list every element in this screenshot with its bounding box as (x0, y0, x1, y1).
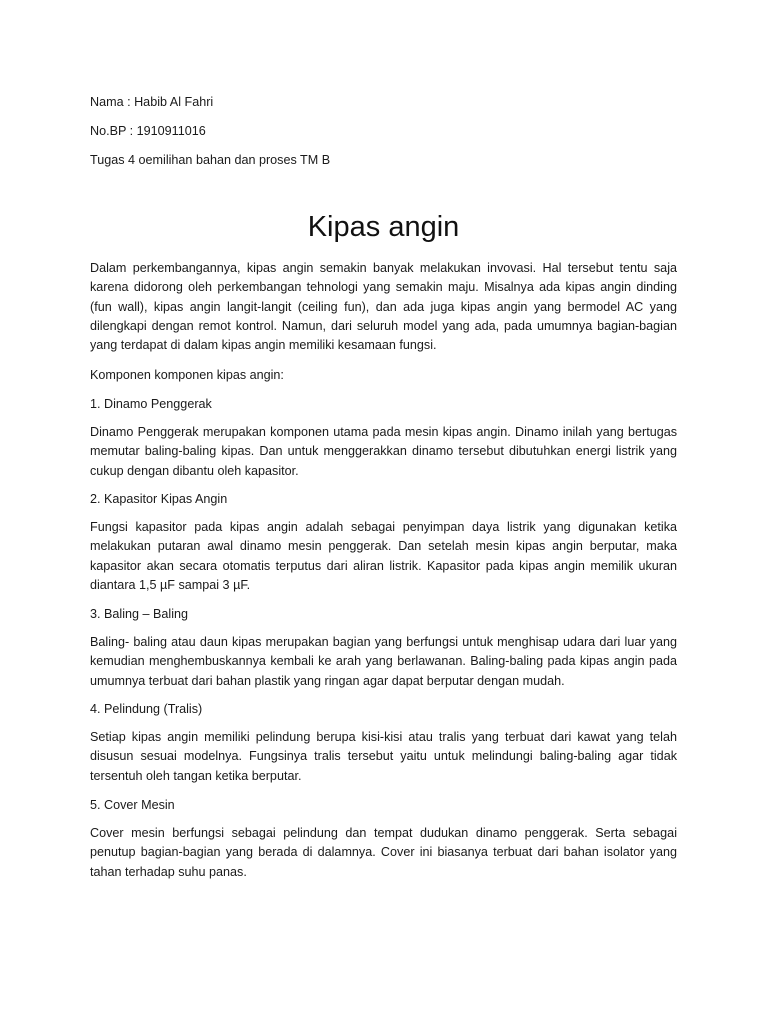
section-heading-cover: 5. Cover Mesin (90, 798, 175, 812)
paragraph-line: Setiap kipas angin memiliki pelindung berupa kisi-kisi atau tralis yang terbuat dari kawat yang telah (90, 730, 677, 744)
paragraph-line: yang terdapat di dalam kipas angin memiliki kesamaan fungsi. (90, 338, 437, 353)
paragraph-line: Baling- baling atau daun kipas merupakan bagian yang berfungsi untuk menghisap udara dari luar yang (90, 635, 677, 649)
student-name: Nama : Habib Al Fahri (90, 95, 214, 109)
paragraph-line: kemudian menghembuskannya kembali ke arah yang berlawanan. Baling-baling pada kipas angin pada (90, 654, 677, 669)
student-id: No.BP : 1910911016 (90, 124, 206, 138)
paragraph-line: penutup bagian-bagian yang berada di dalamnya. Cover ini biasanya terbuat dari bahan isolator yang (90, 845, 677, 860)
paragraph-line: Dalam perkembangannya, kipas angin semakin banyak melakukan invovasi. Hal tersebut tentu saja (90, 261, 677, 275)
paragraph-line: Cover mesin berfungsi sebagai pelindung dan tempat dudukan dinamo penggerak. Serta sebagai (90, 826, 677, 840)
paragraph-line: umumnya terbuat dari bahan plastik yang ringan agar dapat berputar dengan mudah. (90, 673, 565, 688)
paragraph-line: (fun wall), kipas angin langit-langit (ceiling fun), dan ada juga kipas angin yang bermodel AC yang (90, 299, 677, 314)
paragraph-line: diantara 1,5 µF sampai 3 µF. (90, 577, 251, 592)
section-paragraph-baling (90, 633, 677, 691)
paragraph-line: memutar baling-baling kipas. Dan untuk menggerakkan dinamo tersebut dibutuhkan energi listrik yang (90, 444, 677, 459)
paragraph-line: melakukan putaran awal dinamo mesin penggerak. Dan setelah mesin kipas angin berputar, maka (90, 539, 677, 554)
paragraph-line: disusun sesuai modelnya. Fungsinya tralis tersebut yaitu untuk melindungi baling-baling agar tidak (90, 749, 677, 764)
task-title: Tugas 4 oemilihan bahan dan proses TM B (90, 153, 331, 167)
paragraph-line: Dinamo Penggerak merupakan komponen utama pada mesin kipas angin. Dinamo inilah yang bertugas (90, 425, 677, 439)
paragraph-line: tahan terhadap suhu panas. (90, 864, 247, 879)
document-title: Kipas angin (307, 211, 460, 243)
section-heading-dinamo: 1. Dinamo Penggerak (90, 397, 212, 411)
section-heading-baling: 3. Baling – Baling (90, 607, 189, 621)
components-heading: Komponen komponen kipas angin: (90, 368, 284, 382)
section-paragraph-cover (90, 824, 677, 882)
paragraph-line: Fungsi kapasitor pada kipas angin adalah sebagai penyimpan daya listrik yang digunakan ketika (90, 520, 677, 534)
paragraph-line: kapasitor akan secara otomatis terputus dari aliran listrik. Kapasitor pada kipas angin memilik ukuran (90, 558, 677, 573)
paragraph-line: dilengkapi dengan remot kontrol. Namun, dari seluruh model yang ada, pada umumnya bagian-bagian (90, 318, 677, 333)
section-heading-pelindung: 4. Pelindung (Tralis) (90, 702, 203, 716)
paragraph-line: cukup dengan dibantu oleh kapasitor. (90, 463, 299, 478)
section-paragraph-pelindung (90, 728, 677, 786)
section-heading-kapasitor: 2. Kapasitor Kipas Angin (90, 492, 228, 506)
paragraph-line: karena didorong oleh perkembangan tehnologi yang semakin maju. Misalnya ada kipas angin dinding (90, 280, 677, 295)
section-paragraph-kapasitor (90, 518, 677, 595)
intro-paragraph (90, 259, 677, 355)
paragraph-line: tersentuh oleh tangan ketika berputar. (90, 768, 302, 783)
section-paragraph-dinamo (90, 423, 677, 481)
